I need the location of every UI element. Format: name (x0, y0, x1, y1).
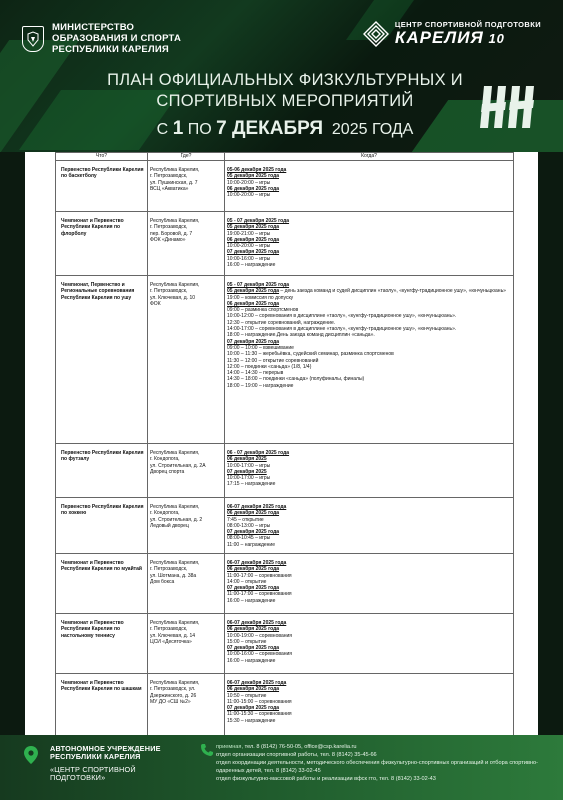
schedule-line: 10:00-17:00 – игры (227, 462, 271, 469)
schedule-line: 10:00-17:00 – игры (227, 475, 271, 482)
location-line: Республика Карелия, (150, 167, 200, 173)
location-line: ул. Шотмана, д. 38а (150, 572, 197, 579)
schedule-line: 11:00 – награждение (227, 541, 276, 548)
schedule-line: 07 декабря 2025 года (227, 338, 280, 345)
schedule-line: 10:00-19:00 – соревнования (227, 632, 292, 639)
title-from-prefix: С (156, 121, 169, 138)
schedule-line: 05-06 декабря 2025 года (227, 167, 287, 173)
schedule-line: 06 - 07 декабря 2025 года (227, 450, 290, 456)
event-schedule (225, 276, 514, 444)
event-location (148, 212, 225, 276)
location-line: г. Петрозаводск, ул. (150, 686, 196, 693)
event-location (148, 554, 225, 614)
location-line: г. Петрозаводск, (150, 224, 188, 231)
schedule-line: 05 декабря 2025 года – день заезда команд и судей дисциплин «таолу», «кунгфу-традиционное ушу», «юнчуньцюань» (227, 288, 506, 295)
location-line: г. Петрозаводск, (150, 566, 188, 573)
event-schedule (225, 674, 514, 740)
schedule-line: 11:00-17:00 – соревнования (227, 572, 292, 579)
title-to-prefix: ПО (187, 121, 212, 138)
schedule-line: 05 - 07 декабря 2025 года (227, 218, 290, 224)
footer (0, 735, 563, 800)
event-location (148, 161, 225, 212)
location-line: Ледовый дворец (150, 522, 189, 529)
location-line: г. Петрозаводск, (150, 288, 188, 295)
event-name: Первенство Республики Карелия по футзалу (56, 444, 148, 498)
org-quoted-line: ПОДГОТОВКИ» (50, 773, 106, 783)
schedule-line: 14:30 – 18:00 – поединки «саньда» (полуфиналы, финалы) (227, 376, 365, 383)
schedule-line: 16:00 – награждение (227, 597, 276, 604)
schedule-line: 10:00-12:00 – соревнования в дисциплине «таолу», «кунгфу-традиционное ушу», «юнчуньцюань». (227, 313, 457, 320)
table-row (56, 674, 514, 740)
location-line: г. Кондопога, (150, 456, 180, 463)
schedule-line: 06 декабря 2025 года (227, 185, 280, 192)
schedule-line: 08:00-13:00 – игры (227, 522, 271, 529)
event-schedule (225, 614, 514, 674)
organization-name (50, 745, 161, 783)
contact-line: отдел организации спортивной работы, тел. 8 (8142) 35-45-66 (216, 752, 377, 758)
table-row (56, 444, 514, 498)
location-line: Республика Карелия, (150, 560, 200, 566)
schedule-line: 06 декабря 2025 года (227, 300, 280, 307)
schedule-line: 11:00-15:00 – соревнования (227, 698, 292, 705)
location-line: ВСЦ «Акватика» (150, 185, 189, 192)
schedule-line: 15:00 – открытие (227, 638, 267, 645)
schedule-line: 16:00 – награждение (227, 262, 276, 269)
schedule-line: 06 декабря 2025 года (227, 626, 280, 633)
location-line: г. Петрозаводск, (150, 173, 188, 180)
table-row (56, 212, 514, 276)
schedule-line: 06 декабря 2025 (227, 456, 267, 463)
location-line: Республика Карелия, (150, 504, 200, 510)
schedule-table (55, 152, 514, 740)
schedule-line: 07 декабря 2025 года (227, 645, 280, 652)
schedule-line: 15:30 – награждение (227, 717, 276, 724)
location-line: ФОК «Динамо» (150, 236, 186, 243)
schedule-line: 14:00-17:00 – соревнования в дисциплине «таолу», «кунгфу-традиционное ушу», «юнчуньцюань». (227, 326, 457, 333)
event-name: Чемпионат и Первенство Республики Карелия по муайтай (56, 554, 148, 614)
location-line: ул. Строительная, д. 2 (150, 516, 203, 523)
event-location (148, 674, 225, 740)
schedule-line: 18:00 – награждение.День заезда команд дисциплин «саньда». (227, 332, 375, 339)
event-name: Первенство Республики Карелия по хоккею (56, 498, 148, 554)
event-location (148, 498, 225, 554)
schedule-line: 09:00 – 10:00 – взвешивание (227, 344, 294, 351)
schedule-line: 06 декабря 2025 года (227, 510, 280, 517)
org-line: РЕСПУБЛИКИ КАРЕЛИЯ (50, 752, 141, 762)
location-line: Дзержинского, д. 26 (150, 692, 197, 699)
header-banner (0, 0, 563, 152)
location-line: ул. Строительная, д. 2А (150, 462, 206, 469)
contact-line: отдел координации деятельности, методического обеспечения физкультурно-спортивных организаций и отбора спортивно-одаренных детей, тел. 8 (8142) 33-02-45 (216, 760, 538, 774)
event-schedule (225, 498, 514, 554)
ministry-line: ОБРАЗОВАНИЯ И СПОРТА (52, 33, 182, 44)
event-location (148, 276, 225, 444)
table-row (56, 498, 514, 554)
schedule-line: 05 декабря 2025 года (227, 173, 280, 180)
schedule-line: 12:00 – поединки «саньда» (1/8, 1/4) (227, 363, 312, 370)
ministry-line: РЕСПУБЛИКИ КАРЕЛИЯ (52, 44, 169, 55)
location-line: Республика Карелия, (150, 218, 200, 224)
schedule-line: 07 декабря 2025 года (227, 705, 280, 712)
schedule-line: 07 декабря 2025 года (227, 529, 280, 536)
location-line: Республика Карелия, (150, 450, 200, 456)
phone-icon (200, 743, 214, 757)
event-schedule (225, 161, 514, 212)
contact-line: приемная, тел. 8 (8142) 76-50-05, office@csp.karelia.ru (216, 744, 357, 750)
schedule-line: 10:00-20:00 – игры (227, 179, 271, 186)
location-line: Республика Карелия, (150, 680, 200, 686)
schedule-line: 11:00-17:00 – соревнования (227, 591, 292, 598)
ministry-name (52, 22, 181, 55)
location-line: Дом бокса (150, 578, 175, 585)
contacts-list (216, 743, 556, 783)
event-name: Чемпионат, Первенство и Региональные соревнования Республики Карелия по ушу (56, 276, 148, 444)
schedule-line: 17:15 – награждение (227, 481, 276, 488)
location-line: Дворец спорта (150, 468, 185, 475)
hh-graphic-icon (478, 82, 536, 132)
schedule-line: 07 декабря 2025 года (227, 249, 280, 256)
schedule-line: 7:45 – открытие (227, 516, 264, 523)
table-header-row (56, 153, 514, 161)
location-line: Республика Карелия, (150, 282, 200, 288)
location-line: ул. Ключевая, д. 14 (150, 632, 196, 639)
schedule-line: 05 - 07 декабря 2025 года (227, 282, 290, 288)
schedule-line: 16:00 – награждение (227, 657, 276, 664)
location-line: ул. Ключевая, д. 10 (150, 294, 196, 301)
schedule-line: 18:00 – 19:00 – награждение (227, 382, 294, 389)
schedule-line: 14:00 – 14:30 – перерыв (227, 370, 284, 377)
table-row (56, 276, 514, 444)
event-schedule (225, 554, 514, 614)
event-name: Чемпионат и Первенство Республики Карелия по флорболу (56, 212, 148, 276)
center-subtitle: ЦЕНТР СПОРТИВНОЙ ПОДГОТОВКИ (394, 20, 541, 29)
schedule-line: 09:00 – разминка спортсменов (227, 307, 299, 314)
schedule-line: 07 декабря 2025 года (227, 585, 280, 592)
event-schedule (225, 444, 514, 498)
location-line: пер. Боровой, д. 7 (150, 230, 193, 237)
table-row (56, 161, 514, 212)
schedule-line: 19:00 – комиссия по допуску (227, 294, 294, 301)
event-location (148, 444, 225, 498)
schedule-line: 06-07 декабря 2025 года (227, 560, 287, 566)
org-quoted-line: «ЦЕНТР СПОРТИВНОЙ (50, 764, 136, 774)
schedule-line: 07 декабря 2025 (227, 468, 267, 475)
location-pin-icon (24, 746, 38, 764)
title-from-day: 1 (172, 118, 184, 139)
schedule-line: 12:30 – открытие соревнований, награждение. (227, 319, 336, 326)
schedule-line: 06 декабря 2025 года (227, 686, 280, 693)
org-line: АВТОНОМНОЕ УЧРЕЖДЕНИЕ (50, 744, 161, 753)
schedule-line: 10:00-20:00 – игры (227, 243, 271, 250)
schedule-line: 19:00-21:00 – игры (227, 230, 271, 237)
location-line: г. Петрозаводск, (150, 626, 188, 633)
event-location (148, 614, 225, 674)
schedule-line: 10:00-20:00 – игры (227, 192, 271, 199)
schedule-line: 06-07 декабря 2025 года (227, 504, 287, 510)
title-year: 2025 ГОДА (331, 121, 414, 138)
title-line-2: СПОРТИВНЫХ МЕРОПРИЯТИЙ (156, 92, 414, 110)
location-line: ул. Пушкинская, д. 7 (150, 179, 198, 186)
schedule-line: 10:00-16:00 – соревнования (227, 651, 292, 658)
schedule-line: 06-07 декабря 2025 года (227, 620, 287, 626)
column-header-what: Что? (56, 153, 148, 161)
schedule-line: 05 декабря 2025 года (227, 224, 280, 231)
schedule-line: 10:00 – 11:30 – жеребьёвка, судейский семинар, разминка спортсменов (227, 351, 394, 358)
column-header-when: Когда? (225, 153, 514, 161)
event-name: Чемпионат и Первенство Республики Карелия по шашкам (56, 674, 148, 740)
location-line: ФОК (150, 300, 161, 307)
location-line: г. Кондопога, (150, 510, 180, 517)
title-to-day: 7 ДЕКАБРЯ (216, 118, 324, 139)
center-title: КАРЕЛИЯ (394, 28, 484, 47)
schedule-line: 10:00-16:00 – игры (227, 255, 271, 262)
maze-logo-icon (363, 21, 389, 47)
schedule-line: 06 декабря 2025 года (227, 236, 280, 243)
ministry-logo (22, 22, 181, 55)
schedule-line: 08:00-10:45 – игры (227, 535, 271, 542)
center-logo: ЦЕНТР СПОРТИВНОЙ ПОДГОТОВКИ КАРЕЛИЯ 10 (363, 20, 541, 48)
location-line: Республика Карелия, (150, 620, 200, 626)
event-schedule (225, 212, 514, 276)
event-name: Первенство Республики Карелия по баскетболу (56, 161, 148, 212)
schedule-line: 06-07 декабря 2025 года (227, 680, 287, 686)
page-title (100, 70, 470, 140)
schedule-line: 11:30 – 12:00 – открытие соревнований (227, 357, 319, 364)
title-dates (100, 118, 470, 140)
location-line: МУ ДО «СШ №2» (150, 698, 191, 705)
contact-line: отдел физкультурно-массовой работы и реализации вфск гто, тел. 8 (8142) 33-02-43 (216, 776, 436, 782)
location-line: ЦСИ «Десяточка» (150, 638, 192, 645)
schedule-line: 11:00-15:30 – соревнования (227, 711, 292, 718)
column-header-where: Где? (148, 153, 225, 161)
schedule-line: 10:50 – открытие (227, 692, 267, 699)
ministry-line: МИНИСТЕРСТВО (52, 22, 135, 33)
schedule-line: 14:00 – открытие (227, 578, 267, 585)
table-row (56, 554, 514, 614)
coat-of-arms-icon (22, 26, 44, 52)
title-line-1: ПЛАН ОФИЦИАЛЬНЫХ ФИЗКУЛЬТУРНЫХ И (107, 71, 463, 89)
table-row (56, 614, 514, 674)
schedule-line: 06 декабря 2025 года (227, 566, 280, 573)
schedule-document (25, 152, 538, 735)
event-name: Чемпионат и Первенство Республики Карелия по настольному теннису (56, 614, 148, 674)
